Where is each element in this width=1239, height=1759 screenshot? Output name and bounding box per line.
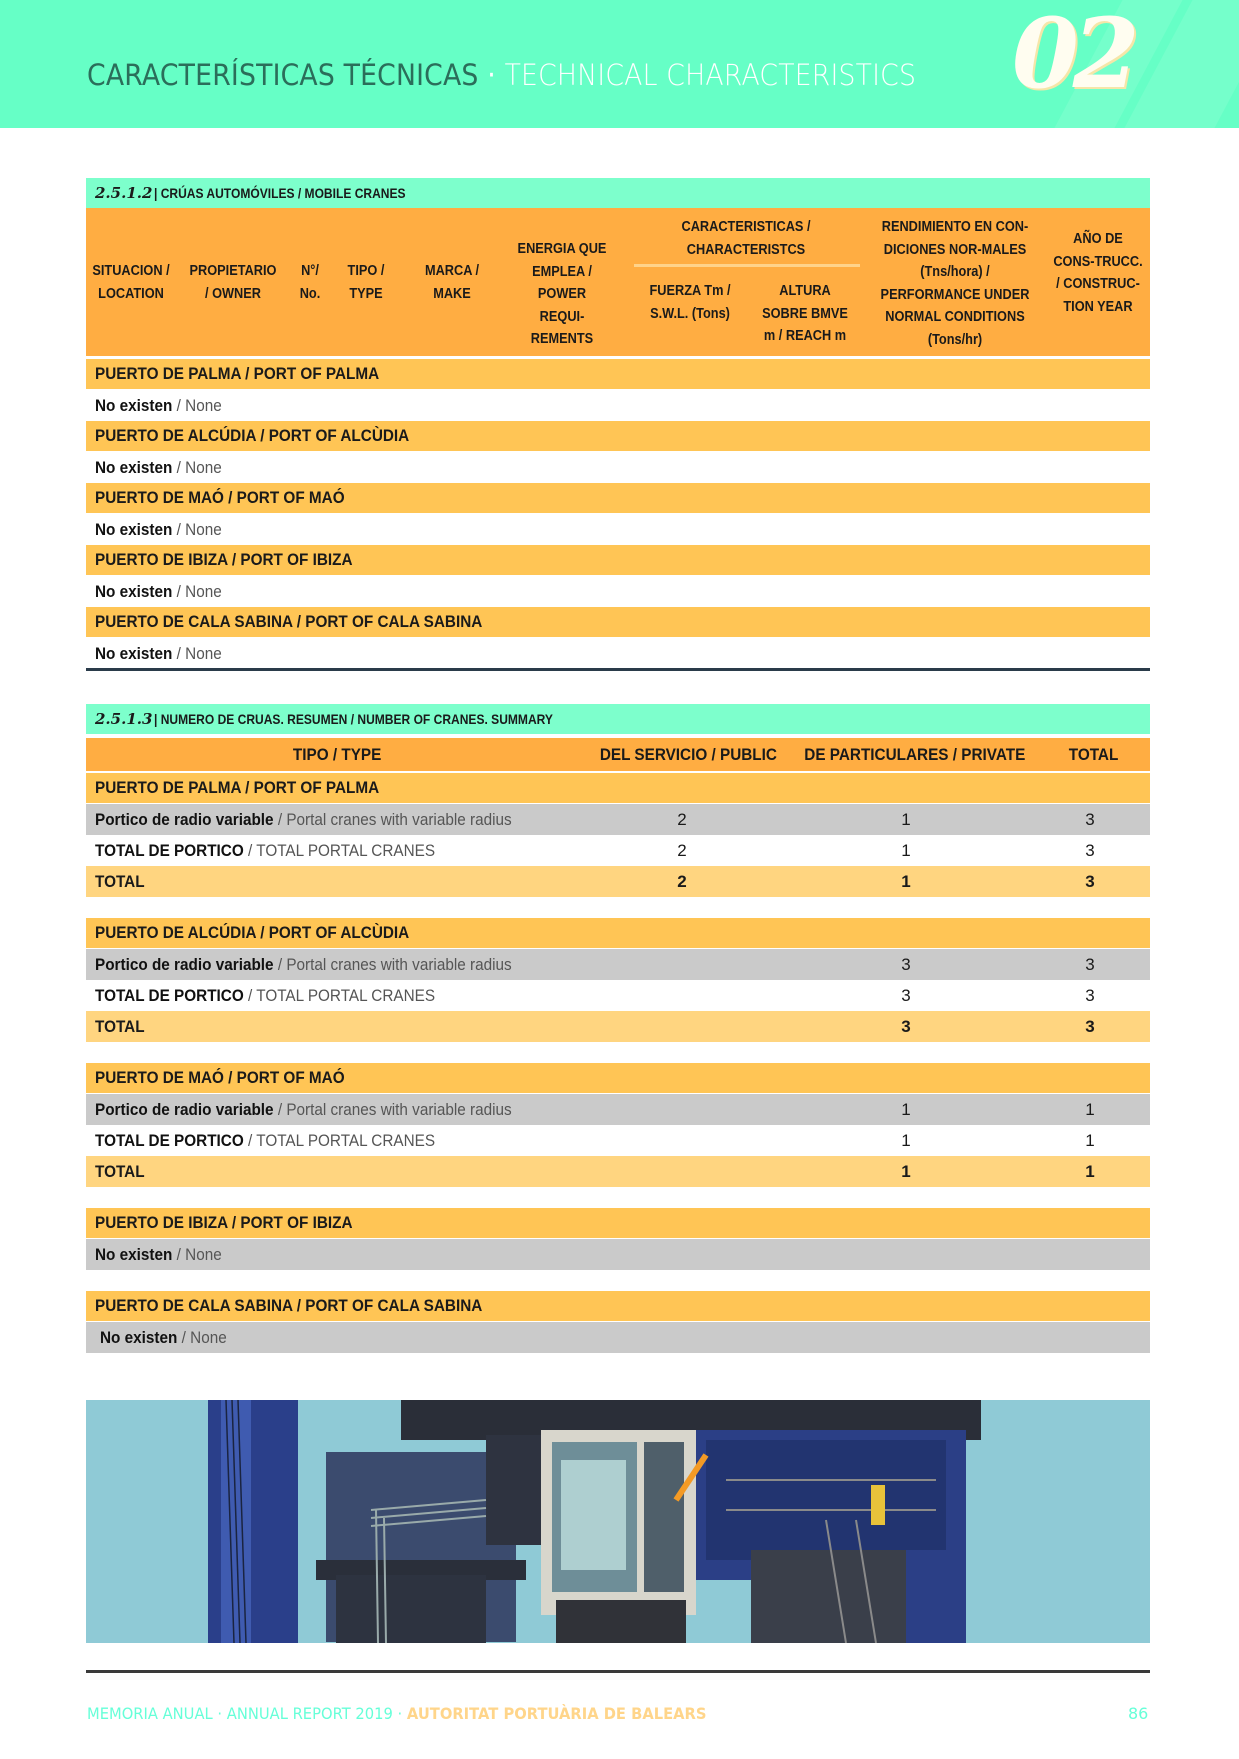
col-header-type: TIPO / TYPE xyxy=(292,745,382,764)
port-row-ibiza xyxy=(86,545,1150,575)
footer-text xyxy=(87,1704,706,1723)
page-number: 86 xyxy=(1128,1704,1149,1723)
value-row xyxy=(86,390,1150,421)
footer-authority: AUTORITAT PORTUÀRIA DE BALEARS xyxy=(406,1704,707,1723)
label-english: / Portal cranes with variable radius xyxy=(273,1099,512,1119)
col-header-year: AÑO DE CONS-TRUCC. / CONSTRUC-TION YEAR xyxy=(1053,231,1143,315)
portico-row xyxy=(86,1094,1150,1125)
label-english: / Portal cranes with variable radius xyxy=(273,954,512,974)
value-row xyxy=(86,452,1150,483)
value-row xyxy=(86,1322,1150,1353)
port-row-palma xyxy=(86,359,1150,389)
value-english: / None xyxy=(177,1327,227,1347)
table-bottom-rule xyxy=(86,668,1150,671)
value-english: / None xyxy=(172,643,222,663)
section-header-cranes-summary xyxy=(86,704,1150,734)
private-count: 3 xyxy=(901,1016,911,1036)
total-row xyxy=(86,1156,1150,1187)
mobile-cranes-table-header xyxy=(86,208,1150,356)
col-header-power: ENERGIA QUE EMPLEA / POWER REQUI-REMENTS xyxy=(517,241,607,347)
total-label: TOTAL xyxy=(95,871,145,891)
value-spanish: No existen xyxy=(95,395,173,415)
characteristics-group-divider xyxy=(634,264,860,267)
portico-row xyxy=(86,949,1150,980)
label-english: / TOTAL PORTAL CRANES xyxy=(243,1130,436,1150)
footer-rule xyxy=(86,1670,1150,1673)
value-row xyxy=(86,638,1150,669)
page-title xyxy=(87,58,916,92)
value-english: / None xyxy=(172,519,222,539)
portico-row xyxy=(86,804,1150,835)
total-count: 3 xyxy=(1085,871,1095,891)
port-row-alcudia xyxy=(86,421,1150,451)
value-row xyxy=(86,1239,1150,1270)
footer-report-label: MEMORIA ANUAL · ANNUAL REPORT 2019 · xyxy=(87,1704,407,1723)
port-row-mao xyxy=(86,483,1150,513)
col-header-total: TOTAL xyxy=(1068,745,1119,764)
col-header-type: TIPO / TYPE xyxy=(347,263,385,302)
port-row-mao xyxy=(86,1063,1150,1093)
port-row-cala-sabina xyxy=(86,1291,1150,1321)
port-name: PUERTO DE MAÓ / PORT OF MAÓ xyxy=(95,488,345,507)
port-name: PUERTO DE CALA SABINA / PORT OF CALA SABINA xyxy=(95,612,483,631)
total-portico-row xyxy=(86,835,1150,866)
value-english: / None xyxy=(172,1244,222,1264)
port-row-palma xyxy=(86,773,1150,803)
total-row xyxy=(86,866,1150,897)
label-spanish: Portico de radio variable xyxy=(95,809,274,829)
col-header-public: DEL SERVICIO / PUBLIC xyxy=(599,745,777,764)
public-count: 2 xyxy=(677,809,687,829)
port-name: PUERTO DE ALCÚDIA / PORT OF ALCÙDIA xyxy=(95,923,410,942)
port-name: PUERTO DE IBIZA / PORT OF IBIZA xyxy=(95,1213,353,1232)
col-header-swl: FUERZA Tm / S.W.L. (Tons) xyxy=(649,283,731,322)
section-title: | CRÚAS AUTOMÓVILES / MOBILE CRANES xyxy=(154,185,406,201)
public-count: 2 xyxy=(677,840,687,860)
port-name: PUERTO DE PALMA / PORT OF PALMA xyxy=(95,364,380,383)
total-portico-row xyxy=(86,1125,1150,1156)
private-count: 1 xyxy=(901,1130,911,1150)
col-header-reach: ALTURA SOBRE BMVE m / REACH m xyxy=(762,283,848,344)
private-count: 1 xyxy=(901,1161,911,1181)
port-row-ibiza xyxy=(86,1208,1150,1238)
total-portico-row xyxy=(86,980,1150,1011)
summary-table-header xyxy=(86,738,1150,771)
value-spanish: No existen xyxy=(95,581,173,601)
title-separator: · xyxy=(478,58,505,92)
label-english: / TOTAL PORTAL CRANES xyxy=(243,985,436,1005)
col-header-make: MARCA / MAKE xyxy=(424,263,480,302)
label-spanish: Portico de radio variable xyxy=(95,1099,274,1119)
port-name: PUERTO DE PALMA / PORT OF PALMA xyxy=(95,778,380,797)
private-count: 3 xyxy=(901,954,911,974)
value-spanish: No existen xyxy=(95,519,173,539)
total-count: 3 xyxy=(1085,840,1095,860)
crane-illustration xyxy=(86,1400,1150,1643)
label-english: / TOTAL PORTAL CRANES xyxy=(243,840,436,860)
label-spanish: TOTAL DE PORTICO xyxy=(95,985,244,1005)
total-count: 3 xyxy=(1085,809,1095,829)
value-spanish: No existen xyxy=(95,457,173,477)
total-count: 3 xyxy=(1085,1016,1095,1036)
value-row xyxy=(86,514,1150,545)
total-count: 1 xyxy=(1085,1099,1095,1119)
private-count: 1 xyxy=(901,809,911,829)
col-header-location: SITUACION / LOCATION xyxy=(92,263,170,302)
chapter-number: 02 xyxy=(1012,0,1134,110)
total-row xyxy=(86,1011,1150,1042)
port-name: PUERTO DE ALCÚDIA / PORT OF ALCÙDIA xyxy=(95,426,410,445)
section-number: 2.5.1.3 xyxy=(95,710,153,728)
col-header-private: DE PARTICULARES / PRIVATE xyxy=(804,745,1026,764)
label-spanish: Portico de radio variable xyxy=(95,954,274,974)
value-english: / None xyxy=(172,395,222,415)
port-row-cala-sabina xyxy=(86,607,1150,637)
port-row-alcudia xyxy=(86,918,1150,948)
crane-photo xyxy=(86,1400,1150,1643)
port-name: PUERTO DE MAÓ / PORT OF MAÓ xyxy=(95,1068,345,1087)
total-count: 1 xyxy=(1085,1130,1095,1150)
section-number: 2.5.1.2 xyxy=(95,184,153,202)
section-title: | NUMERO DE CRUAS. RESUMEN / NUMBER OF CRANES. SUMMARY xyxy=(154,711,554,727)
label-spanish: TOTAL DE PORTICO xyxy=(95,840,244,860)
col-header-owner: PROPIETARIO / OWNER xyxy=(189,263,277,302)
label-spanish: TOTAL DE PORTICO xyxy=(95,1130,244,1150)
value-spanish: No existen xyxy=(95,1244,173,1264)
total-count: 3 xyxy=(1085,985,1095,1005)
value-spanish: No existen xyxy=(100,1327,178,1347)
private-count: 1 xyxy=(901,871,911,891)
port-name: PUERTO DE IBIZA / PORT OF IBIZA xyxy=(95,550,353,569)
section-header-mobile-cranes xyxy=(86,178,1150,208)
col-header-performance: RENDIMIENTO EN CON-DICIONES NOR-MALES (Tns/hora) / PERFORMANCE UNDER NORMAL CONDITIONS (Tons/hr) xyxy=(880,219,1030,348)
total-count: 1 xyxy=(1085,1161,1095,1181)
col-header-characteristics: CARACTERISTICAS / CHARACTERISTCS xyxy=(681,219,811,258)
col-header-number: N°/ No. xyxy=(299,263,321,302)
private-count: 3 xyxy=(901,985,911,1005)
value-english: / None xyxy=(172,581,222,601)
page-header xyxy=(0,0,1239,128)
value-row xyxy=(86,576,1150,607)
total-label: TOTAL xyxy=(95,1161,145,1181)
value-spanish: No existen xyxy=(95,643,173,663)
public-count: 2 xyxy=(677,871,687,891)
title-spanish: CARACTERÍSTICAS TÉCNICAS xyxy=(87,58,479,92)
title-english: TECHNICAL CHARACTERISTICS xyxy=(504,58,917,92)
total-count: 3 xyxy=(1085,954,1095,974)
port-name: PUERTO DE CALA SABINA / PORT OF CALA SABINA xyxy=(95,1296,483,1315)
total-label: TOTAL xyxy=(95,1016,145,1036)
private-count: 1 xyxy=(901,840,911,860)
value-english: / None xyxy=(172,457,222,477)
private-count: 1 xyxy=(901,1099,911,1119)
label-english: / Portal cranes with variable radius xyxy=(273,809,512,829)
